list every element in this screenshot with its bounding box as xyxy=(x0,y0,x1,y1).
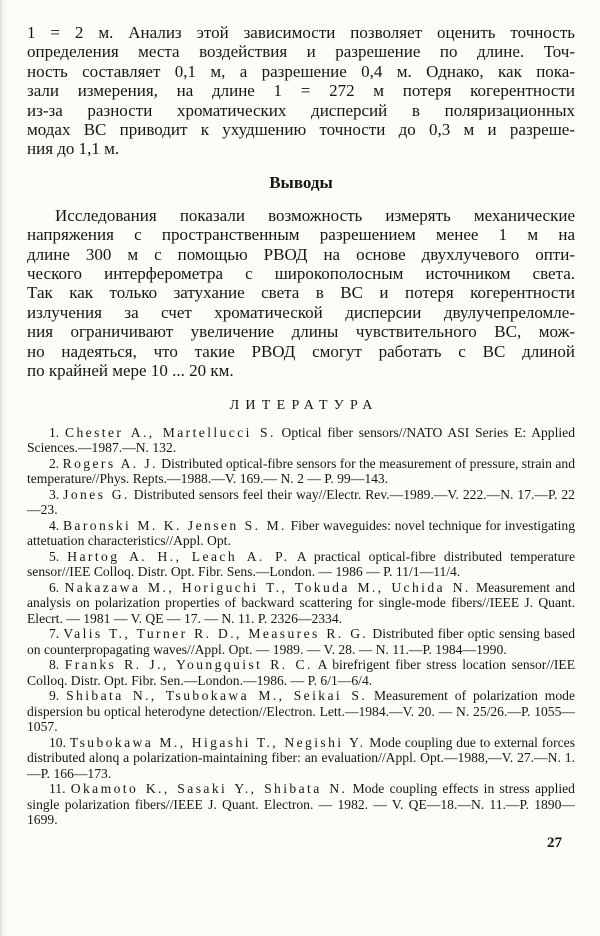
reference-text: A practical optical-fibre distributed temperature sensor//IEE Colloq. Distr. Opt. Fibr. Sens.—London. — 1986 — P. 11/1—11/4. xyxy=(27,548,575,579)
reference-item xyxy=(27,487,575,518)
reference-number: 4. xyxy=(49,517,60,533)
text-line: определения места воздействия и разрешение по длине. Точ- xyxy=(27,42,575,62)
reference-authors: Jones G. xyxy=(63,486,130,502)
reference-number: 8. xyxy=(49,657,60,672)
reference-number: 3. xyxy=(49,486,60,502)
reference-number: 6. xyxy=(49,579,60,595)
text-line: длине 300 м с помощью РВОД на основе двухлучевого опти- xyxy=(27,244,575,264)
reference-item xyxy=(27,549,575,580)
reference-authors: Rogers A. J. xyxy=(62,455,158,471)
text-line: 1 = 2 м. Анализ этой зависимости позволяет оценить точность xyxy=(27,23,575,42)
reference-number: 7. xyxy=(49,626,60,641)
reference-item xyxy=(27,626,575,657)
reference-text: Measurement and analysis on polarization properties of backward scattering for single-mode fibers//IEEE J. Quant. Elecrt. — 1981 — V. QE — 17. — N. 11. P. 2326—2334. xyxy=(27,579,575,626)
reference-number: 2. xyxy=(49,455,60,471)
reference-authors: Baronski M. K. Jensen S. M. xyxy=(62,517,287,533)
reference-item xyxy=(27,735,575,782)
reference-item xyxy=(27,688,575,735)
text-line: по крайней мере 10 ... 20 км. xyxy=(27,361,234,381)
reference-number: 9. xyxy=(49,688,60,703)
reference-item xyxy=(27,781,575,828)
text-line: ния до 1,1 м. xyxy=(27,139,120,159)
reference-authors: Nakazawa M., Horiguchi T., Tokuda M., Uchida N. xyxy=(64,579,471,595)
text-line: Так как только затухание света в ВС и потеря когерентности xyxy=(27,283,575,303)
reference-text: Fiber waveguides: novel technique for investigating attetuation characteristics//Appl. Opt. xyxy=(27,517,575,548)
reference-list xyxy=(27,425,575,828)
text-line: излучения за счет хроматической дисперсии двулучепреломле- xyxy=(27,302,575,322)
conclusions-heading: Выводы xyxy=(269,172,333,192)
reference-text: Distributed fiber optic sensing based on counterpropagating waves//Appl. Opt. — 1989. — V. 28. — N. 11.—P. 1984—1990. xyxy=(27,626,575,657)
text-line: Исследования показали возможность измерять механические xyxy=(55,205,575,225)
reference-authors: Franks R. J., Youngquist R. C. xyxy=(64,657,313,672)
reference-authors: Valis T., Turner R. D., Measures R. G. xyxy=(63,626,369,641)
text-line: ческого интерферометра с широкополосным источником света. xyxy=(27,264,575,284)
text-line: ния ограничивают увеличение длины чувствительного ВС, мож- xyxy=(27,322,575,342)
text-line: ность составляет 0,1 м, а разрешение 0,4 м. Однако, как пока- xyxy=(27,61,575,81)
reference-item xyxy=(27,456,575,487)
reference-authors: Tsubokawa M., Higashi T., Negishi Y. xyxy=(69,734,366,750)
reference-text: Distributed sensors feel their way//Electr. Rev.—1989.—V. 222.—N. 17.—P. 22—23. xyxy=(27,486,575,517)
reference-authors: Okamoto K., Sasaki Y., Shibata N. xyxy=(70,781,348,796)
reference-number: 5. xyxy=(49,548,60,564)
reference-item xyxy=(27,580,575,627)
reference-item xyxy=(27,425,575,456)
reference-authors: Chester A., Martellucci S. xyxy=(65,424,276,440)
conclusions-paragraph xyxy=(27,206,575,381)
reference-text: Mode coupling due to external forces distributed alonq a polarization-maintaining fiber: an evaluation//Appl. Opt.—1988,—V. 27.—N. 1.—P. 166—173. xyxy=(27,734,575,781)
text-line: из-за разности хроматических дисперсий в поляризационных xyxy=(27,100,575,120)
reference-number: 11. xyxy=(49,781,66,796)
literature-heading: ЛИТЕРАТУРА xyxy=(229,397,379,413)
reference-item xyxy=(27,518,575,549)
text-line: но надеяться, что такие РВОД смогут работать с ВС длиной xyxy=(27,341,575,361)
reference-number: 1. xyxy=(49,424,60,440)
reference-text: Distributed optical-fibre sensors for the measurement of pressure, strain and temperature//Phys. Repts.—1988.—V. 169.— N. 2 — P. 99—143. xyxy=(27,455,575,486)
reference-number: 10. xyxy=(49,734,66,750)
reference-authors: Hartog A. H., Leach A. P. xyxy=(67,548,290,564)
text-line: модах ВС приводит к ухудшению точности до 0,3 м и разреше- xyxy=(27,120,575,140)
reference-text: Measurement of polarization mode dispersion bu optical heterodyne detection//Electron. Lett.—1984.—V. 20. — N. 25/26.—P. 1055—1057. xyxy=(27,688,575,734)
page-number: 27 xyxy=(547,834,562,851)
reference-authors: Shibata N., Tsubokawa M., Seikai S. xyxy=(66,688,368,703)
text-line: зали измерения, на длине 1 = 272 м потеря когерентности xyxy=(27,81,575,101)
reference-text: Optical fiber sensors//NATO ASI Series E: Applied Sciences.—1987.—N. 132. xyxy=(27,424,575,455)
body-paragraph-continuation xyxy=(27,23,575,159)
text-line: напряжения с пространственным разрешением менее 1 м на xyxy=(27,225,575,245)
reference-text: Mode coupling effects in stress applied single polarization fibers//IEEE J. Quant. Electron. — 1982. — V. QE—18.—N. 11.—P. 1890—1699. xyxy=(27,781,575,827)
reference-text: A birefrigent fiber stress location sensor//IEE Colloq. Distr. Opt. Fibr. Sen.—London.—1986. — P. 6/1—6/4. xyxy=(27,657,576,688)
reference-item xyxy=(27,657,575,688)
